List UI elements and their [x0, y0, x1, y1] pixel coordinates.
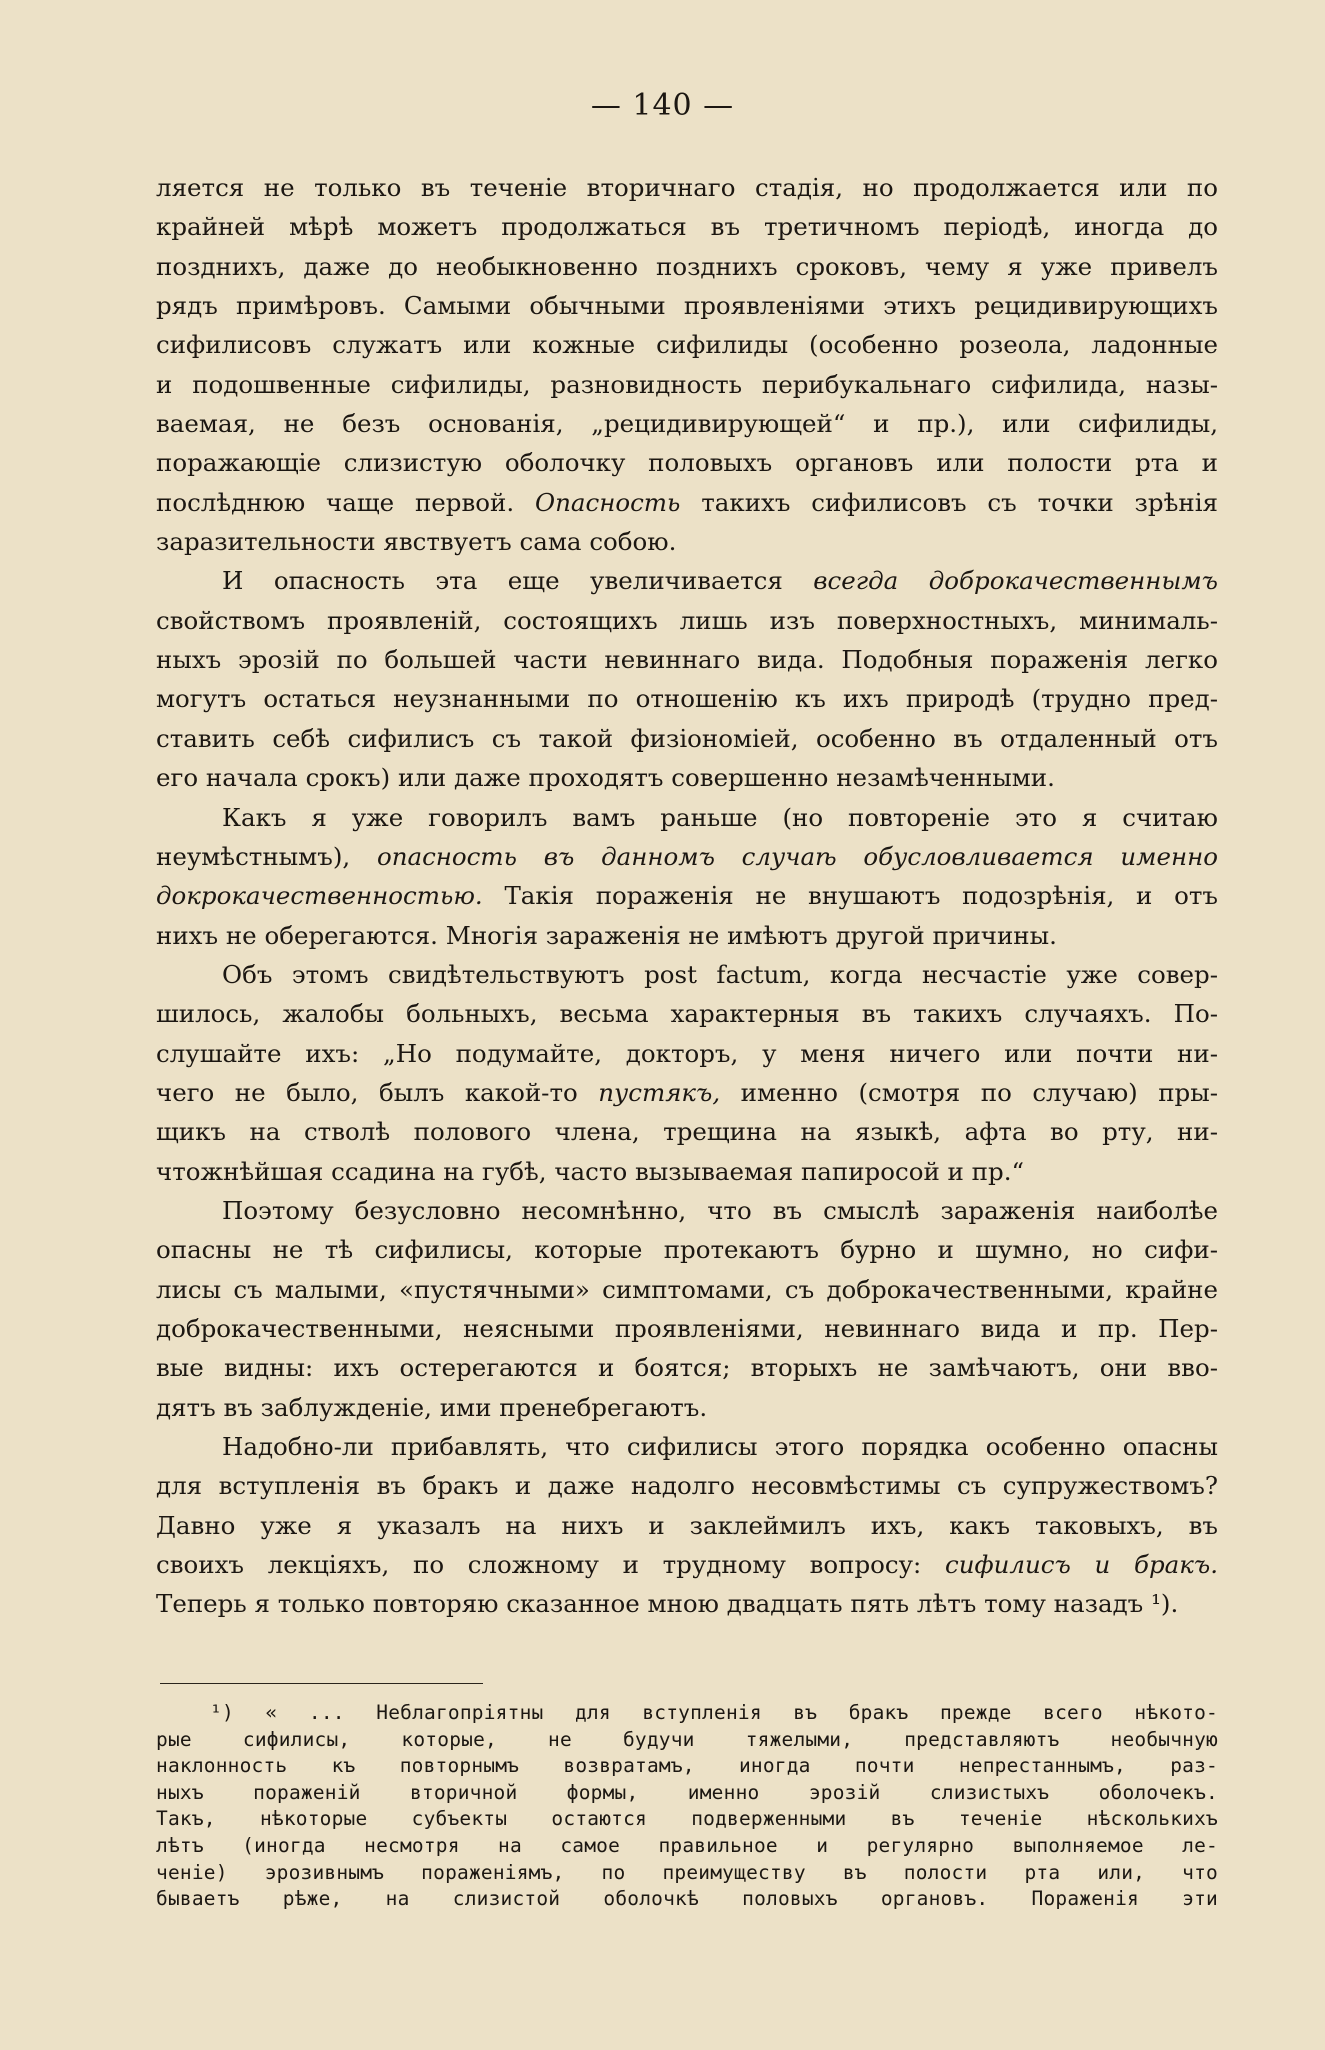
- body-line: ставить себѣ сифилисъ съ такой физіономіей, особенно въ отдаленный отъ: [156, 723, 1218, 753]
- italic-span: пустякъ,: [598, 1077, 721, 1107]
- body-text: [156, 168, 1218, 1624]
- text-span: ¹).: [1151, 1589, 1179, 1619]
- body-line: щикъ на стволѣ полового члена, трещина на языкѣ, афта во рту, ни-: [156, 1117, 1218, 1147]
- body-line: ляется не только въ теченіе вторичнаго стадія, но продолжается или по: [156, 173, 1218, 202]
- italic-span: всегда доброкачественнымъ: [813, 566, 1218, 596]
- body-line: Давно уже я указалъ на нихъ и заклеймилъ ихъ, какъ таковыхъ, въ: [156, 1510, 1218, 1540]
- italic-span: опасность въ данномъ случаѣ обусловливается именно: [376, 841, 1218, 871]
- body-line: Объ этомъ свидѣтельствуютъ post factum, когда несчастіе уже совер-: [222, 959, 1218, 989]
- footnote-line: ченіе) эрозивнымъ пораженіямъ, по преимуществу въ полости рта или, что: [156, 1860, 1218, 1884]
- page-number: — 140 —: [590, 88, 735, 123]
- body-line: сифилисовъ служатъ или кожные сифилиды (особенно розеола, ладонные: [156, 330, 1218, 360]
- body-line: и подошвенные сифилиды, разновидность перибукальнаго сифилида, назы-: [156, 369, 1218, 399]
- footnote-line: Такъ, нѣкоторые субъекты остаются подверженными въ теченіе нѣсколькихъ: [156, 1807, 1218, 1831]
- body-line: крайней мѣрѣ можетъ продолжаться въ третичномъ періодѣ, иногда до: [156, 212, 1218, 242]
- footnote-divider: [160, 1683, 483, 1684]
- footnote-line: наклонность къ повторнымъ возвратамъ, иногда почти непрестаннымъ, раз-: [156, 1754, 1218, 1778]
- body-line: [156, 837, 1218, 876]
- italic-span: Опасность: [535, 487, 681, 517]
- body-line: позднихъ, даже до необыкновенно позднихъ сроковъ, чему я уже привелъ: [156, 251, 1218, 281]
- footnote-line: ныхъ пораженій вторичной формы, именно эрозій слизистыхъ оболочекъ.: [156, 1780, 1218, 1804]
- text-span: чего не было, былъ какой-то: [156, 1077, 599, 1107]
- body-line: [156, 561, 1218, 600]
- text-span: такихъ сифилисовъ съ точки зрѣнія: [680, 487, 1218, 517]
- footnote-line: бываетъ рѣже, на слизистой оболочкѣ половыхъ органовъ. Пораженія эти: [156, 1887, 1218, 1911]
- footnote-line: лѣтъ (иногда несмотря на самое правильное и регулярно выполняемое ле-: [156, 1833, 1218, 1857]
- body-line: [156, 483, 1218, 522]
- text-span: именно (смотря по случаю) пры-: [720, 1077, 1218, 1107]
- body-line: шилось, жалобы больныхъ, весьма характерныя въ такихъ случаяхъ. По-: [156, 999, 1218, 1029]
- body-line: Надобно-ли прибавлять, что сифилисы этого порядка особенно опасны: [222, 1432, 1218, 1461]
- body-line: Поэтому безусловно несомнѣнно, что въ смыслѣ зараженія наиболѣе: [222, 1195, 1218, 1225]
- footnote-text: [156, 1700, 1218, 1913]
- italic-span: докрокачественностью.: [156, 881, 483, 911]
- body-line: Какъ я уже говорилъ вамъ раньше (но повтореніе это я считаю: [222, 802, 1218, 832]
- italic-span: сифилисъ и бракъ.: [944, 1550, 1218, 1580]
- body-line: для вступленія въ бракъ и даже надолго несовмѣстимы съ супружествомъ?: [156, 1471, 1218, 1501]
- body-line: чтожнѣйшая ссадина на губѣ, часто вызываемая папиросой и пр.“: [156, 1156, 1025, 1186]
- body-line: поражающіе слизистую оболочку половыхъ органовъ или полости рта и: [156, 448, 1218, 478]
- body-line: дятъ въ заблужденіе, ими пренебрегаютъ.: [156, 1392, 708, 1422]
- body-line: нихъ не оберегаются. Многія зараженія не имѣютъ другой причины.: [156, 920, 1057, 950]
- body-line: его начала срокъ) или даже проходятъ совершенно незамѣченными.: [156, 763, 1055, 793]
- text-span: неумѣстнымъ),: [156, 841, 377, 871]
- body-line: заразительности явствуетъ сама собою.: [156, 527, 677, 557]
- text-span: И опасность эта еще увеличивается: [222, 566, 814, 596]
- body-line: [156, 1545, 1218, 1584]
- body-line: доброкачественными, неясными проявленіями, невиннаго вида и пр. Пер-: [156, 1313, 1218, 1343]
- body-line: могутъ остаться неузнанными по отношенію къ ихъ природѣ (трудно пред-: [156, 684, 1218, 714]
- body-line: [156, 1073, 1218, 1112]
- body-line: [156, 876, 1218, 915]
- body-line: вые видны: ихъ остерегаются и боятся; вторыхъ не замѣчаютъ, они вво-: [156, 1353, 1218, 1383]
- body-line: ваемая, не безъ основанія, „рецидивирующей“ и пр.), или сифилиды,: [156, 409, 1218, 439]
- body-line: ныхъ эрозій по большей части невиннаго вида. Подобныя пораженія легко: [156, 645, 1218, 675]
- body-line: лисы съ малыми, «пустячными» симптомами, съ доброкачественными, крайне: [156, 1274, 1218, 1304]
- body-line: слушайте ихъ: „Но подумайте, докторъ, у меня ничего или почти ни-: [156, 1038, 1218, 1068]
- body-line: свойствомъ проявленій, состоящихъ лишь изъ поверхностныхъ, минималь-: [156, 605, 1218, 635]
- body-line: рядъ примѣровъ. Самыми обычными проявленіями этихъ рецидивирующихъ: [156, 291, 1218, 321]
- body-line: опасны не тѣ сифилисы, которые протекаютъ бурно и шумно, но сифи-: [156, 1235, 1218, 1265]
- text-span: Теперь я только повторяю сказанное мною двадцать пять лѣтъ тому назадъ: [156, 1589, 1152, 1619]
- body-line: [156, 1584, 1218, 1623]
- text-span: послѣднюю чаще первой.: [156, 487, 535, 517]
- footnote-line: рые сифилисы, которые, не будучи тяжелыми, представляютъ необычную: [156, 1727, 1218, 1751]
- text-span: Такія пораженія не внушаютъ подозрѣнія, и отъ: [482, 881, 1218, 911]
- footnote-line: ¹) « ... Неблагопріятны для вступленія въ бракъ прежде всего нѣкото-: [210, 1701, 1218, 1724]
- text-span: своихъ лекціяхъ, по сложному и трудному вопросу:: [156, 1550, 945, 1580]
